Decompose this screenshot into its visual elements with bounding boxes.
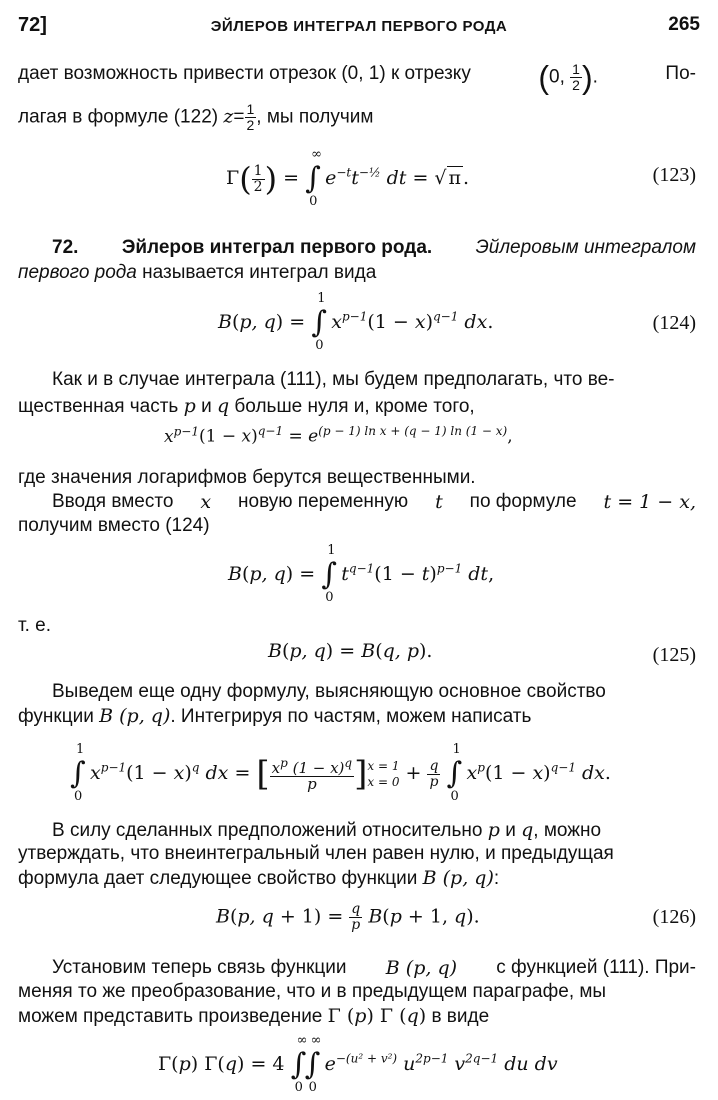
text-line: можем представить произведение Γ (p) Γ (q) в виде (18, 1005, 490, 1027)
text-line: где значения логарифмов берутся вещественными. (18, 467, 476, 488)
equation-parts: ∫ 1 0 $x^{p-1}(1 - x)^q$ dx = [ $\frac{x^p (1 - x)^q}{p}$ ] x = 1 x = 0 + $\frac{q}{p}$ ∫ 1 0 $x^p(1 - x)^{q-1}$ dx. (70, 742, 611, 804)
equation-number: (126) (652, 906, 696, 928)
equation-b-swap: B(p, q) = ∫ 1 0 $t^{q-1}(1 - t)^{p-1}$ dt, (228, 543, 495, 605)
text-line: Как и в случае интеграла (111), мы будем предполагать, что ве- (52, 369, 615, 390)
equation-124: B(p, q) = ∫ 1 0 $x^{p-1}(1 - x)^{q-1}$ dx. (124) (218, 291, 696, 353)
equation-125: B(p, q) = B(q, p). (125) (268, 640, 696, 666)
equation-126: B(p, q + 1) = $\frac{q}{p}$ B(p + 1, q). (126) (216, 901, 696, 933)
text-line: получим вместо (124) (18, 515, 210, 536)
equation-number: (125) (652, 644, 696, 666)
text-line: т. е. (18, 615, 51, 636)
text-line: Установим теперь связь функции B (p, q) с функцией (111). При- (52, 957, 696, 979)
text-line: утверждать, что внеинтегральный член равен нулю, и предыдущая (18, 843, 614, 864)
text-line: меняя то же преобразование, что и в предыдущем параграфе, мы (18, 981, 607, 1002)
text-line: щественная часть p и q больше нуля и, кроме того, (18, 395, 475, 417)
text-line: лагая в формуле (122) z= $\frac{1}{2}$ , мы получим (18, 101, 374, 133)
equation-number: (124) (652, 312, 696, 334)
text-line: Выведем еще одну формулу, выясняющую основное свойство (52, 681, 606, 702)
section-heading: 72. Эйлеров интеграл первого рода. Эйлеровым интегралом (52, 237, 696, 258)
text-line: первого рода называется интеграл вида (18, 262, 377, 283)
equation-log: $x^{p-1}(1 - x)^{q-1} = e^{(p - 1) ln x + (q - 1) ln (1 - x)}$, (164, 424, 513, 447)
equation-gamma-product: Γ(p) Γ(q) = 4 ∫ ∞ 0 ∫ ∞ 0 $e^{-(u^2 + v^2)}$ $u^{2p-1}$ $v^{2q-1}$ du dv (158, 1033, 558, 1095)
text-line: Вводя вместо x новую переменную t по формуле t = 1 − x, (52, 491, 696, 513)
equation-number: (123) (652, 164, 696, 186)
section-mark: 72] (18, 14, 47, 36)
text-line: формула дает следующее свойство функции B (p, q): (18, 867, 500, 889)
page-number: 265 (668, 14, 700, 35)
page-header (18, 14, 700, 42)
equation-123: Γ( $\frac{1}{2}$ ) = ∫ ∞ 0 $e^{-t}t^{-\frac{1}{2}}$ dt = √ π . (123) (226, 147, 696, 209)
text-line: В силу сделанных предположений относительно p и q, можно (52, 819, 602, 841)
text-line: функции B (p, q). Интегрируя по частям, можем написать (18, 705, 532, 727)
running-title: ЭЙЛЕРОВ ИНТЕГРАЛ ПЕРВОГО РОДА (210, 18, 508, 35)
text-line: дает возможность привести отрезок (0, 1) к отрезку (0, $\frac{1}{2}$ ). По- (18, 59, 696, 96)
